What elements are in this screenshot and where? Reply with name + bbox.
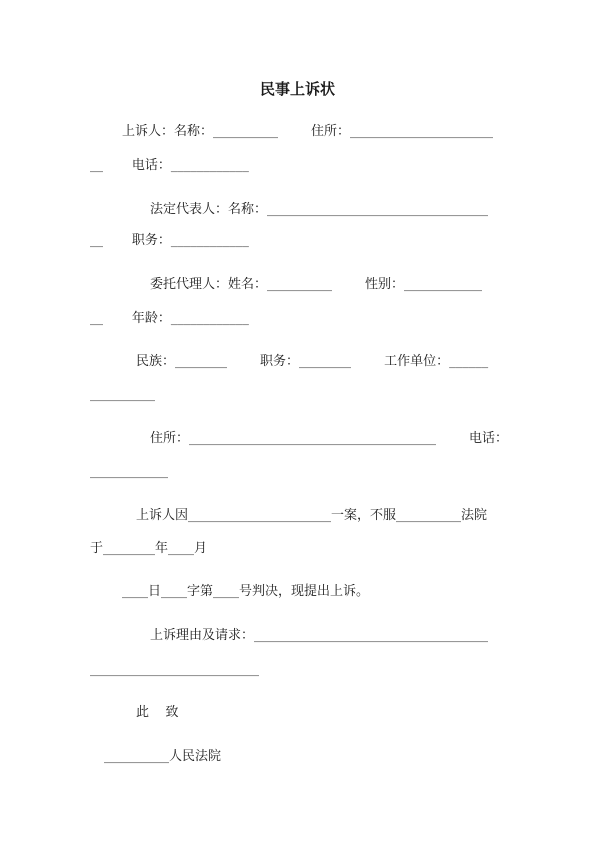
agent-line-2: __ 年龄：____________: [90, 311, 249, 326]
appeal-reason-line-1: 上诉理由及请求：____________________________________: [150, 628, 489, 643]
address-line-2: ____________: [90, 464, 168, 479]
court-line: __________人民法院: [104, 749, 222, 764]
appellant-line-1: 上诉人：名称：__________ 住所：______________________: [122, 124, 494, 139]
appeal-case-line-2: 于________年____月: [90, 541, 208, 556]
ethnicity-line-2: __________: [90, 387, 155, 402]
ethnicity-line-1: 民族：________ 职务：________ 工作单位：______: [136, 354, 489, 369]
legal-rep-line-1: 法定代表人：名称：__________________________________: [150, 202, 489, 217]
agent-line-1: 委托代理人：姓名：__________ 性别：____________: [150, 277, 483, 292]
appeal-case-line-1: 上诉人因______________________一案，不服__________法院: [136, 508, 488, 523]
address-line-1: 住所：______________________________________ 电话：: [150, 431, 509, 446]
document-title: 民事上诉状: [259, 80, 335, 98]
salutation: 此 致: [136, 705, 179, 720]
legal-rep-line-2: __ 职务：____________: [90, 233, 249, 248]
appellant-line-2: __ 电话：____________: [90, 158, 249, 173]
judgment-line: ____日____字第____号判决，现提出上诉。: [122, 584, 370, 599]
appeal-reason-line-2: __________________________: [90, 662, 259, 677]
